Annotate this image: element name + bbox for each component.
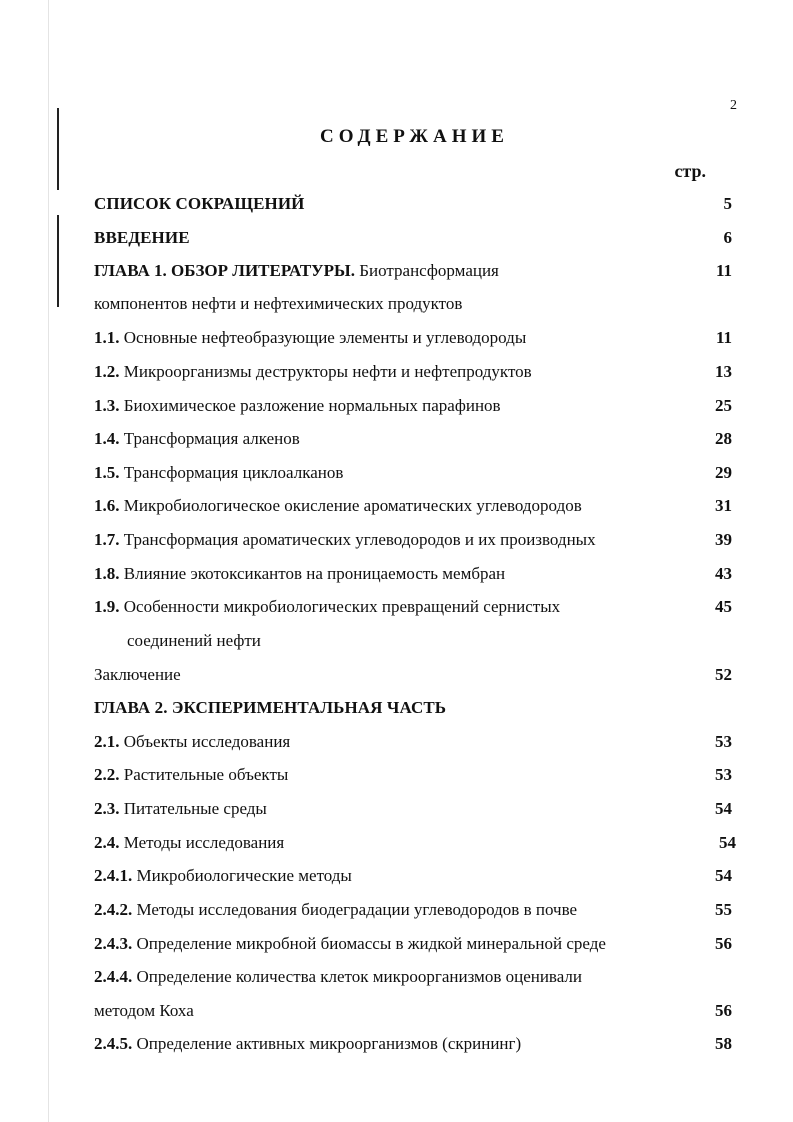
toc-entry	[0, 763, 793, 787]
toc-entry-text: Особенности микробиологических превращений сернистых	[123, 597, 561, 616]
toc-entry-page: 28	[715, 429, 732, 448]
toc-entry	[0, 360, 793, 384]
toc-entry	[0, 1032, 793, 1056]
toc-entry-number: 2.4.2.	[94, 900, 133, 919]
toc-entry-page: 45	[715, 597, 732, 616]
margin-line	[57, 108, 59, 190]
toc-entry	[0, 663, 793, 687]
toc-entry-page: 54	[715, 799, 732, 818]
toc-entry-number: 1.2.	[94, 362, 120, 381]
toc-entry-text: СПИСОК СОКРАЩЕНИЙ	[94, 194, 305, 213]
toc-entry	[0, 965, 793, 989]
toc-entry-page: 6	[723, 228, 732, 247]
toc-entry-text: ГЛАВА 2. ЭКСПЕРИМЕНТАЛЬНАЯ ЧАСТЬ	[94, 698, 447, 717]
toc-entry-page: 56	[715, 1001, 732, 1020]
toc-entry-text: Определение микробной биомассы в жидкой минеральной среде	[136, 934, 606, 953]
toc-entry	[0, 562, 793, 586]
page-number: 2	[730, 98, 737, 113]
toc-entry	[0, 595, 793, 619]
toc-entry-page: 53	[715, 732, 732, 751]
toc-entry	[0, 394, 793, 418]
toc-entry-text: Питательные среды	[123, 799, 267, 818]
toc-entry	[0, 528, 793, 552]
toc-entry-page: 55	[715, 900, 732, 919]
toc-entry-text: Методы исследования биодеградации углеводородов в почве	[136, 900, 578, 919]
toc-entry	[0, 932, 793, 956]
toc-entry-number: 1.9.	[94, 597, 120, 616]
toc-entry	[0, 831, 793, 855]
toc-entry-page: 31	[715, 496, 732, 515]
toc-entry-text: Трансформация алкенов	[123, 429, 300, 448]
toc-entry	[0, 494, 793, 518]
toc-entry-text: Влияние экотоксикантов на проницаемость мембран	[123, 564, 506, 583]
toc-entry-number: 1.5.	[94, 463, 120, 482]
toc-entry-number: 1.4.	[94, 429, 120, 448]
page-column-label: стр.	[674, 161, 706, 181]
toc-entry-text: соединений нефти	[127, 631, 261, 650]
toc-entry-text: Методы исследования	[123, 833, 285, 852]
toc-entry	[0, 797, 793, 821]
toc-entry	[0, 292, 793, 316]
toc-entry-text: Трансформация циклоалканов	[123, 463, 344, 482]
toc-entry-page: 56	[715, 934, 732, 953]
toc-entry	[0, 730, 793, 754]
toc-entry-text: Заключение	[94, 665, 181, 684]
toc-entry-page: 11	[715, 261, 732, 280]
toc-entry-page: 43	[715, 564, 732, 583]
toc-entry-page: 29	[715, 463, 732, 482]
toc-entry-text: ВВЕДЕНИЕ	[94, 228, 190, 247]
toc-entry-text: компонентов нефти и нефтехимических продуктов	[94, 294, 463, 313]
toc-entry-text: Основные нефтеобразующие элементы и углеводороды	[123, 328, 527, 347]
toc-entry	[0, 696, 793, 720]
toc-entry-text: Микроорганизмы деструкторы нефти и нефтепродуктов	[123, 362, 532, 381]
toc-entry-page: 53	[715, 765, 732, 784]
toc-entry-number: 2.1.	[94, 732, 120, 751]
toc-entry-number: 2.2.	[94, 765, 120, 784]
toc-entry-number: 2.3.	[94, 799, 120, 818]
toc-entry-number: 2.4.1.	[94, 866, 133, 885]
toc-entry-number: 1.6.	[94, 496, 120, 515]
document-title: СОДЕРЖАНИЕ	[320, 126, 509, 147]
toc-entry-text: Микробиологическое окисление ароматических углеводородов	[123, 496, 582, 515]
toc-entry-text: Микробиологические методы	[136, 866, 352, 885]
toc-entry-number: 1.7.	[94, 530, 120, 549]
toc-entry	[0, 427, 793, 451]
toc-entry-number: 2.4.3.	[94, 934, 133, 953]
toc-entry-text: Определение активных микроорганизмов (скрининг)	[136, 1034, 522, 1053]
toc-entry-number: 1.3.	[94, 396, 120, 415]
toc-entry-text: Объекты исследования	[123, 732, 291, 751]
toc-entry-number: 1.1.	[94, 328, 120, 347]
toc-entry-text: Растительные объекты	[123, 765, 289, 784]
toc-entry-page: 25	[715, 396, 732, 415]
toc-entry	[0, 226, 793, 250]
toc-entry-page: 54	[715, 866, 732, 885]
toc-entry-page: 52	[715, 665, 732, 684]
toc-entry-page: 54	[719, 833, 736, 852]
toc-entry-page: 13	[715, 362, 732, 381]
toc-entry-number: 1.8.	[94, 564, 120, 583]
toc-entry-text: методом Коха	[94, 1001, 194, 1020]
toc-entry-page: 11	[715, 328, 732, 347]
toc-entry-page: 39	[715, 530, 732, 549]
toc-entry-text: Трансформация ароматических углеводородов и их производных	[123, 530, 596, 549]
toc-entry-number: ГЛАВА 1. ОБЗОР ЛИТЕРАТУРЫ.	[94, 261, 355, 280]
toc-entry-text: Биотрансформация	[359, 261, 499, 280]
toc-entry-number: 2.4.4.	[94, 967, 133, 986]
toc-entry	[0, 192, 793, 216]
toc-entry-number: 2.4.5.	[94, 1034, 133, 1053]
toc-entry-text: Определение количества клеток микроорганизмов оценивали	[136, 967, 583, 986]
toc-entry-text: Биохимическое разложение нормальных парафинов	[123, 396, 501, 415]
toc-entry	[0, 259, 793, 283]
toc-entry	[0, 461, 793, 485]
toc-entry-page: 5	[723, 194, 732, 213]
toc-entry	[0, 898, 793, 922]
toc-entry	[0, 864, 793, 888]
toc-entry-number: 2.4.	[94, 833, 120, 852]
toc-entry	[0, 999, 793, 1023]
toc-entry	[0, 629, 793, 653]
toc-entry-page: 58	[715, 1034, 732, 1053]
toc-entry	[0, 326, 793, 350]
